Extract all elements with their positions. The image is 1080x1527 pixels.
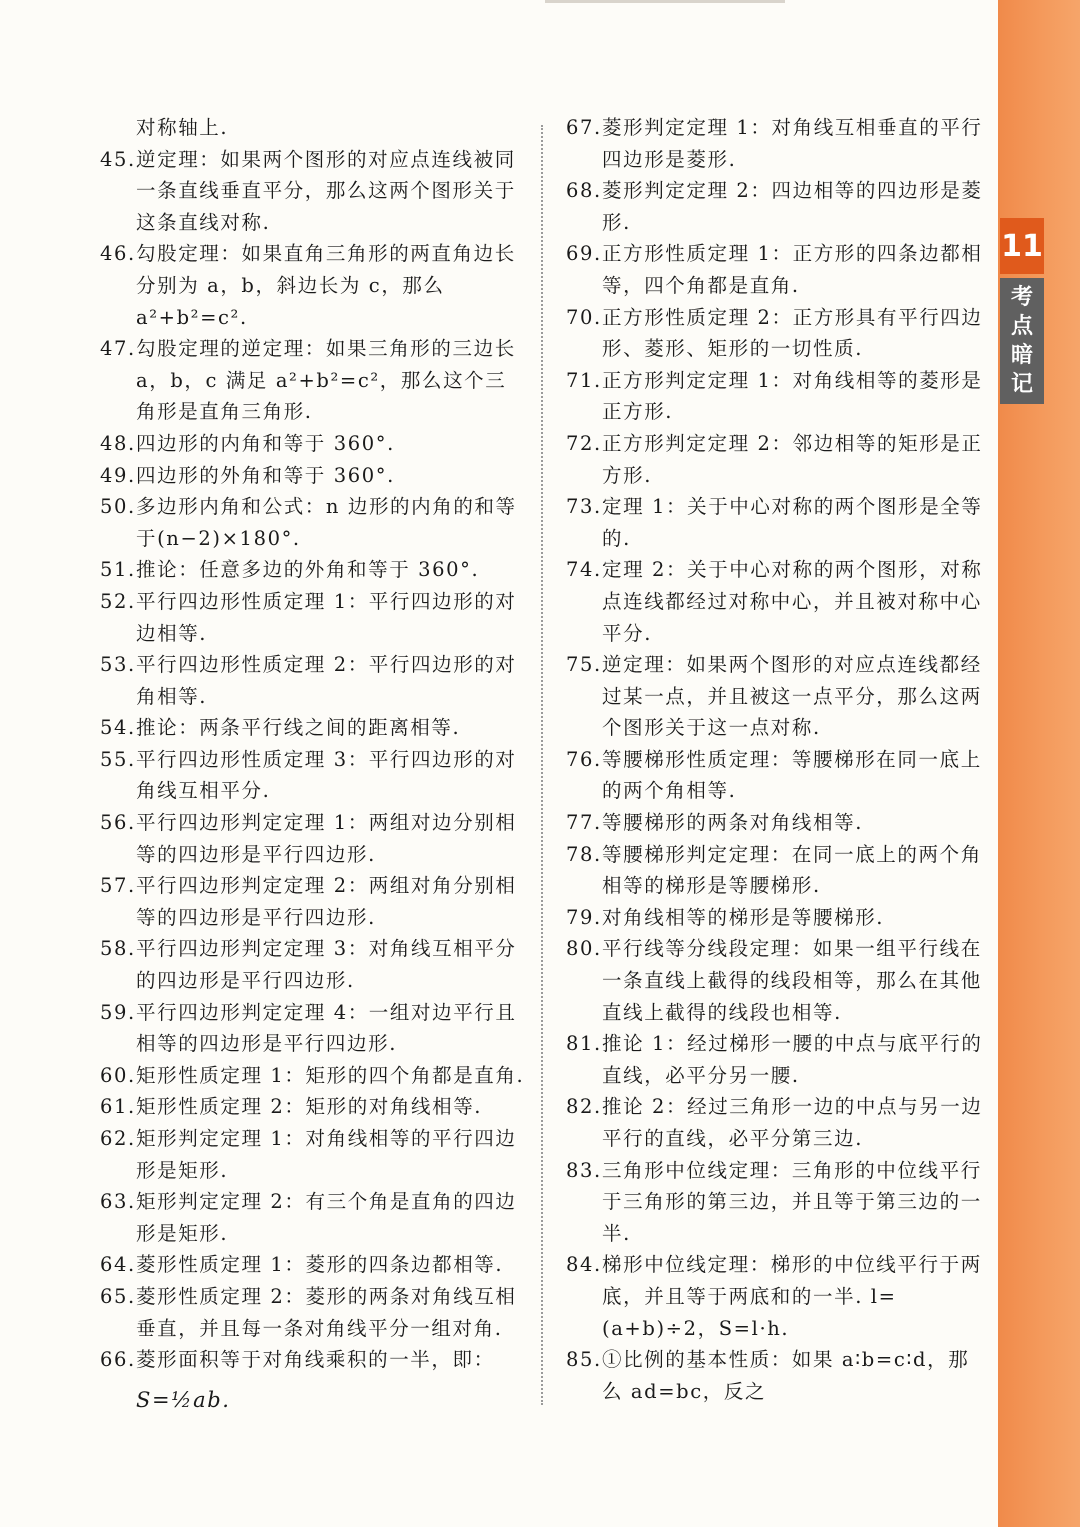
theorem-number: 75. (566, 653, 602, 677)
theorem-number: 62. (100, 1127, 136, 1150)
theorem-text: 平行四边形判定定理 3：对角线互相平分的四边形是平行四边形. (136, 937, 517, 993)
theorem-text: 等腰梯形性质定理：等腰梯形在同一底上的两个角相等. (602, 747, 982, 803)
theorem-item (566, 112, 986, 175)
theorem-number: 78. (566, 842, 602, 866)
theorem-number: 50. (100, 495, 136, 519)
continued-text (100, 112, 525, 144)
theorem-text: 勾股定理的逆定理：如果三角形的三边长 a，b，c 满足 a²+b²=c²，那么这个三角形是直角三角形. (136, 337, 516, 424)
rhombus-area-formula: S=½ab. (136, 1387, 231, 1412)
column-divider (541, 125, 543, 1405)
theorem-item (100, 428, 525, 460)
theorem-text: 菱形性质定理 2：菱形的两条对角线互相垂直，并且每一条对角线平分一组对角. (136, 1284, 517, 1340)
theorem-item (100, 649, 525, 712)
theorem-number: 51. (100, 558, 136, 582)
theorem-text: 四边形的外角和等于 360°. (136, 463, 395, 487)
theorem-item (566, 649, 986, 744)
right-item-list (566, 112, 986, 1407)
theorem-item (566, 491, 986, 554)
theorem-text: 平行四边形判定定理 4：一组对边平行且相等的四边形是平行四边形. (136, 1000, 517, 1056)
theorem-text: 正方形判定定理 1：对角线相等的菱形是正方形. (602, 368, 983, 424)
theorem-item (100, 807, 525, 870)
theorem-item (100, 554, 525, 586)
theorem-text: 推论 1：经过梯形一腰的中点与底平行的直线，必平分另一腰. (602, 1032, 983, 1087)
theorem-number: 56. (100, 811, 136, 835)
theorem-number: 58. (100, 937, 136, 961)
theorem-number: 53. (100, 653, 136, 677)
continued-text-body: 对称轴上. (136, 116, 229, 139)
chapter-label-char: 记 (1010, 372, 1033, 397)
theorem-number: 65. (100, 1284, 136, 1308)
theorem-number: 81. (566, 1032, 602, 1056)
theorem-number: 68. (566, 179, 602, 203)
theorem-item (100, 1091, 525, 1123)
theorem-text: 矩形性质定理 2：矩形的对角线相等. (136, 1095, 483, 1119)
theorem-number: 76. (566, 747, 602, 771)
theorem-item (566, 1028, 986, 1091)
theorem-text: 等腰梯形判定定理：在同一底上的两个角相等的梯形是等腰梯形. (602, 842, 982, 898)
theorem-item (100, 144, 525, 239)
theorem-text: 平行四边形性质定理 3：平行四边形的对角线互相平分. (136, 747, 517, 803)
theorem-item (100, 1281, 525, 1344)
theorem-item (100, 870, 525, 933)
theorem-item (566, 238, 986, 301)
theorem-text: 定理 2：关于中心对称的两个图形，对称点连线都经过对称中心，并且被对称中心平分. (602, 558, 983, 645)
theorem-item (100, 1186, 525, 1249)
theorem-item (566, 902, 986, 934)
theorem-number: 72. (566, 431, 602, 455)
theorem-text: 勾股定理：如果直角三角形的两直角边长分别为 a，b，斜边长为 c，那么 a²+b²=c². (136, 242, 516, 329)
theorem-item (566, 1091, 986, 1154)
theorem-text: 梯形中位线定理：梯形的中位线平行于两底，并且等于两底和的一半. l=(a+b)÷2，S=l·h. (602, 1253, 982, 1340)
left-item-list (100, 144, 525, 1376)
left-column (100, 112, 525, 1420)
theorem-item (100, 333, 525, 428)
theorem-item (566, 428, 986, 491)
chapter-label-char: 暗 (1010, 343, 1033, 368)
theorem-number: 79. (566, 905, 602, 929)
theorem-item (100, 744, 525, 807)
theorem-item (100, 491, 525, 554)
theorem-text: 矩形判定定理 1：对角线相等的平行四边形是矩形. (136, 1127, 517, 1182)
chapter-label-char: 点 (1010, 314, 1033, 339)
theorem-number: 84. (566, 1253, 602, 1277)
theorem-number: 46. (100, 242, 136, 266)
theorem-number: 47. (100, 337, 136, 361)
theorem-text: 正方形判定定理 2：邻边相等的矩形是正方形. (602, 431, 983, 487)
theorem-text: 平行四边形性质定理 2：平行四边形的对角相等. (136, 653, 517, 708)
theorem-number: 70. (566, 305, 602, 329)
theorem-item (100, 1123, 525, 1186)
theorem-item (566, 1344, 986, 1407)
theorem-number: 73. (566, 495, 602, 519)
theorem-text: 平行四边形判定定理 2：两组对角分别相等的四边形是平行四边形. (136, 874, 517, 929)
theorem-number: 77. (566, 811, 602, 835)
theorem-number: 48. (100, 431, 136, 455)
theorem-text: 定理 1：关于中心对称的两个图形是全等的. (602, 495, 983, 550)
theorem-number: 83. (566, 1158, 602, 1182)
theorem-item (100, 238, 525, 333)
theorem-number: 64. (100, 1253, 136, 1277)
theorem-item (100, 997, 525, 1060)
chapter-label (1000, 278, 1044, 404)
theorem-text: 菱形判定定理 2：四边相等的四边形是菱形. (602, 179, 983, 234)
theorem-text: 正方形性质定理 1：正方形的四条边都相等，四个角都是直角. (602, 242, 983, 297)
theorem-number: 67. (566, 116, 602, 139)
theorem-text: 对角线相等的梯形是等腰梯形. (602, 905, 885, 929)
theorem-number: 63. (100, 1190, 136, 1214)
theorem-number: 52. (100, 589, 136, 613)
theorem-number: 82. (566, 1095, 602, 1119)
theorem-text: 推论 2：经过三角形一边的中点与另一边平行的直线，必平分第三边. (602, 1095, 983, 1150)
theorem-item (100, 1060, 525, 1092)
theorem-item (566, 807, 986, 839)
theorem-text: 四边形的内角和等于 360°. (136, 431, 395, 455)
theorem-number: 59. (100, 1000, 136, 1024)
theorem-item (100, 460, 525, 492)
theorem-number: 49. (100, 463, 136, 487)
theorem-item (566, 839, 986, 902)
theorem-item (100, 586, 525, 649)
theorem-text: 平行四边形判定定理 1：两组对边分别相等的四边形是平行四边形. (136, 811, 517, 866)
theorem-number: 55. (100, 747, 136, 771)
theorem-number: 66. (100, 1348, 136, 1372)
theorem-item (566, 175, 986, 238)
theorem-text: 等腰梯形的两条对角线相等. (602, 811, 863, 835)
page-top-edge (545, 0, 785, 3)
theorem-item (566, 1249, 986, 1344)
theorem-number: 85. (566, 1348, 602, 1372)
theorem-text: ①比例的基本性质：如果 a∶b=c∶d，那么 ad=bc，反之 (602, 1348, 970, 1403)
theorem-number: 61. (100, 1095, 136, 1119)
theorem-text: 逆定理：如果两个图形的对应点连线被同一条直线垂直平分，那么这两个图形关于这条直线对称. (136, 147, 516, 234)
right-column (566, 112, 986, 1407)
theorem-text: 推论：两条平行线之间的距离相等. (136, 716, 461, 740)
theorem-item (100, 933, 525, 996)
theorem-text: 菱形性质定理 1：菱形的四条边都相等. (136, 1253, 504, 1277)
theorem-item (100, 1344, 525, 1376)
chapter-number: 11 (1000, 218, 1044, 274)
theorem-text: 三角形中位线定理：三角形的中位线平行于三角形的第三边，并且等于第三边的一半. (602, 1158, 982, 1245)
theorem-number: 60. (100, 1063, 136, 1087)
theorem-item (100, 712, 525, 744)
theorem-item (566, 554, 986, 649)
theorem-number: 69. (566, 242, 602, 266)
theorem-text: 正方形性质定理 2：正方形具有平行四边形、菱形、矩形的一切性质. (602, 305, 983, 361)
theorem-item (566, 933, 986, 1028)
theorem-number: 57. (100, 874, 136, 898)
theorem-text: 多边形内角和公式：n 边形的内角的和等于(n−2)×180°. (136, 495, 517, 550)
theorem-number: 45. (100, 147, 136, 171)
theorem-number: 74. (566, 558, 602, 582)
theorem-number: 71. (566, 368, 602, 392)
theorem-item (100, 1249, 525, 1281)
theorem-item (566, 302, 986, 365)
theorem-text: 矩形判定定理 2：有三个角是直角的四边形是矩形. (136, 1190, 517, 1245)
theorem-text: 矩形性质定理 1：矩形的四个角都是直角. (136, 1063, 525, 1087)
theorem-item (566, 1155, 986, 1250)
theorem-text: 平行线等分线段定理：如果一组平行线在一条直线上截得的线段相等，那么在其他直线上截得的线段也相等. (602, 937, 982, 1024)
theorem-item (566, 744, 986, 807)
theorem-text: 推论：任意多边的外角和等于 360°. (136, 558, 480, 582)
theorem-text: 平行四边形性质定理 1：平行四边形的对边相等. (136, 589, 517, 645)
theorem-number: 54. (100, 716, 136, 740)
theorem-item (566, 365, 986, 428)
theorem-number: 80. (566, 937, 602, 961)
theorem-text: 菱形判定定理 1：对角线互相垂直的平行四边形是菱形. (602, 116, 983, 171)
chapter-label-char: 考 (1010, 285, 1033, 310)
theorem-text: 逆定理：如果两个图形的对应点连线都经过某一点，并且被这一点平分，那么这两个图形关于这一点对称. (602, 653, 982, 740)
theorem-text: 菱形面积等于对角线乘积的一半，即： (136, 1348, 495, 1372)
